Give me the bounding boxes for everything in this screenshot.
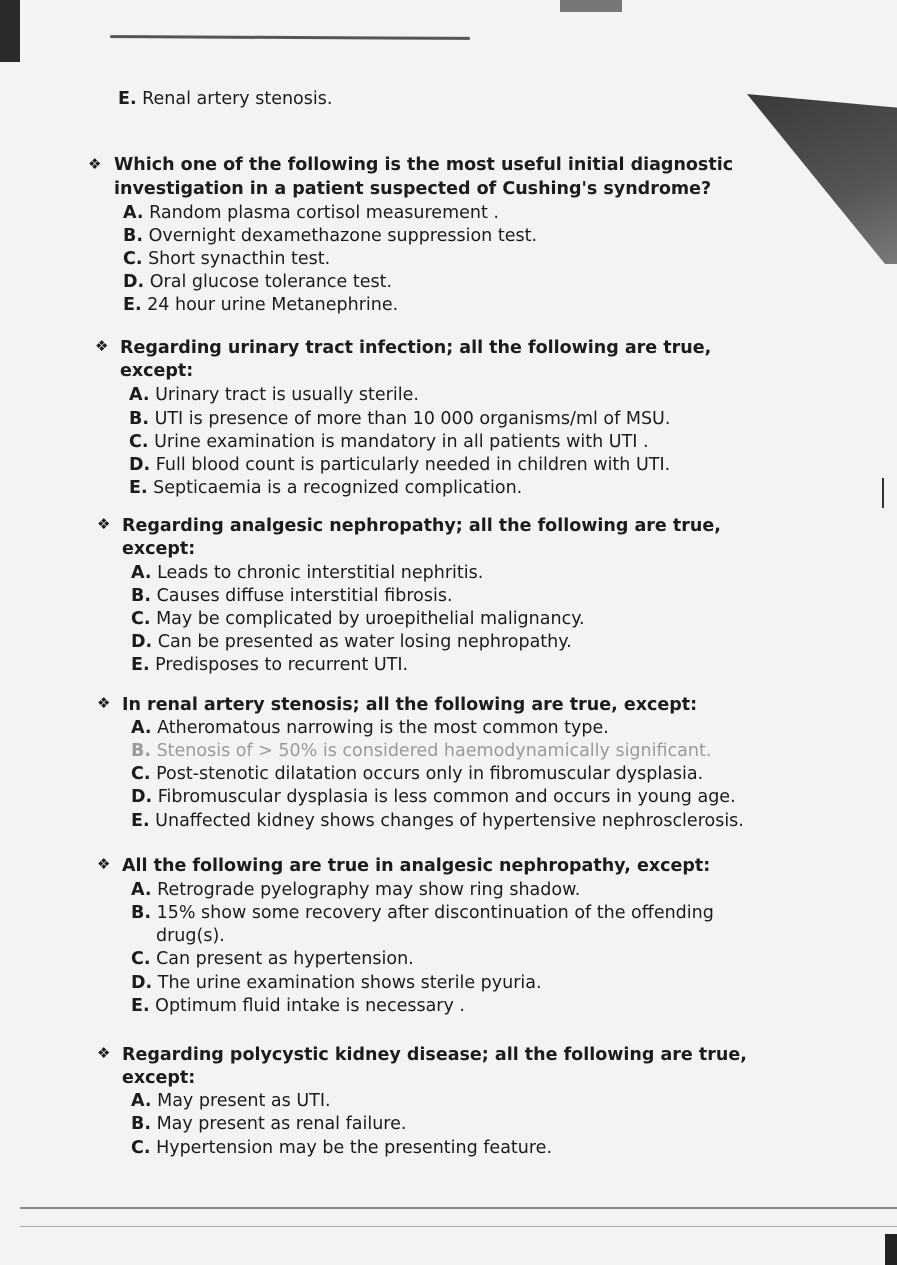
option-b: B. Stenosis of > 50% is considered haemodynamically significant. [131,741,712,761]
option-e: E. Unaffected kidney shows changes of hypertensive nephrosclerosis. [131,811,744,831]
option-b: B. Overnight dexamethazone suppression test. [123,226,538,246]
scan-shadow-bottom-right [885,1234,897,1265]
question-stem: except: [120,361,194,381]
option-a: A. Leads to chronic interstitial nephritis. [131,563,484,583]
option-c: C. Urine examination is mandatory in all patients with UTI . [129,432,649,452]
option-c: C. May be complicated by uroepithelial malignancy. [131,609,585,629]
bottom-rule-thin [20,1226,897,1227]
question-stem: All the following are true in analgesic nephropathy, except: [122,856,711,876]
question-stem: except: [122,539,196,559]
option-a: A. Urinary tract is usually sterile. [129,385,419,405]
option-d: D. Fibromuscular dysplasia is less common and occurs in young age. [131,787,736,807]
option-d: D. The urine examination shows sterile pyuria. [131,973,542,993]
scan-shadow-top-left [0,0,20,62]
question-stem: Regarding urinary tract infection; all the following are true, [120,338,712,358]
scan-shadow-top [560,0,622,12]
diamond-bullet-icon: ❖ [95,337,109,355]
option-a: A. Retrograde pyelography may show ring shadow. [131,880,581,900]
diamond-bullet-icon: ❖ [97,1044,111,1062]
margin-mark [882,478,884,508]
option-b: B. Causes diffuse interstitial fibrosis. [131,586,453,606]
diamond-bullet-icon: ❖ [97,855,111,873]
page-fold-shadow [747,94,897,264]
question-stem: Which one of the following is the most useful initial diagnostic [114,155,734,175]
question-stem: In renal artery stenosis; all the following are true, except: [122,695,698,715]
option-e: E. Septicaemia is a recognized complication. [129,478,523,498]
option-e: E. Renal artery stenosis. [118,89,333,109]
question-stem: investigation in a patient suspected of Cushing's syndrome? [114,179,712,199]
top-rule [110,35,470,40]
option-d: D. Oral glucose tolerance test. [123,272,393,292]
option-e: E. 24 hour urine Metanephrine. [123,295,399,315]
option-c: C. Hypertension may be the presenting feature. [131,1138,553,1158]
option-c: C. Can present as hypertension. [131,949,414,969]
bottom-rule [20,1207,897,1209]
question-stem: Regarding analgesic nephropathy; all the following are true, [122,516,721,536]
option-a: A. Atheromatous narrowing is the most common type. [131,718,609,738]
option-c: C. Post-stenotic dilatation occurs only in fibromuscular dysplasia. [131,764,704,784]
option-d: D. Full blood count is particularly needed in children with UTI. [129,455,671,475]
option-b: B. UTI is presence of more than 10 000 organisms/ml of MSU. [129,409,671,429]
option-c: C. Short synacthin test. [123,249,331,269]
option-a: A. Random plasma cortisol measurement . [123,203,499,223]
diamond-bullet-icon: ❖ [88,155,102,173]
option-e: E. Optimum fluid intake is necessary . [131,996,465,1016]
option-b-continued: drug(s). [156,926,225,946]
option-b: B. 15% show some recovery after discontinuation of the offending [131,903,714,923]
diamond-bullet-icon: ❖ [97,694,111,712]
option-d: D. Can be presented as water losing nephropathy. [131,632,572,652]
diamond-bullet-icon: ❖ [97,515,111,533]
option-e: E. Predisposes to recurrent UTI. [131,655,409,675]
question-stem: Regarding polycystic kidney disease; all the following are true, [122,1045,747,1065]
option-a: A. May present as UTI. [131,1091,331,1111]
option-b: B. May present as renal failure. [131,1114,407,1134]
question-stem: except: [122,1068,196,1088]
